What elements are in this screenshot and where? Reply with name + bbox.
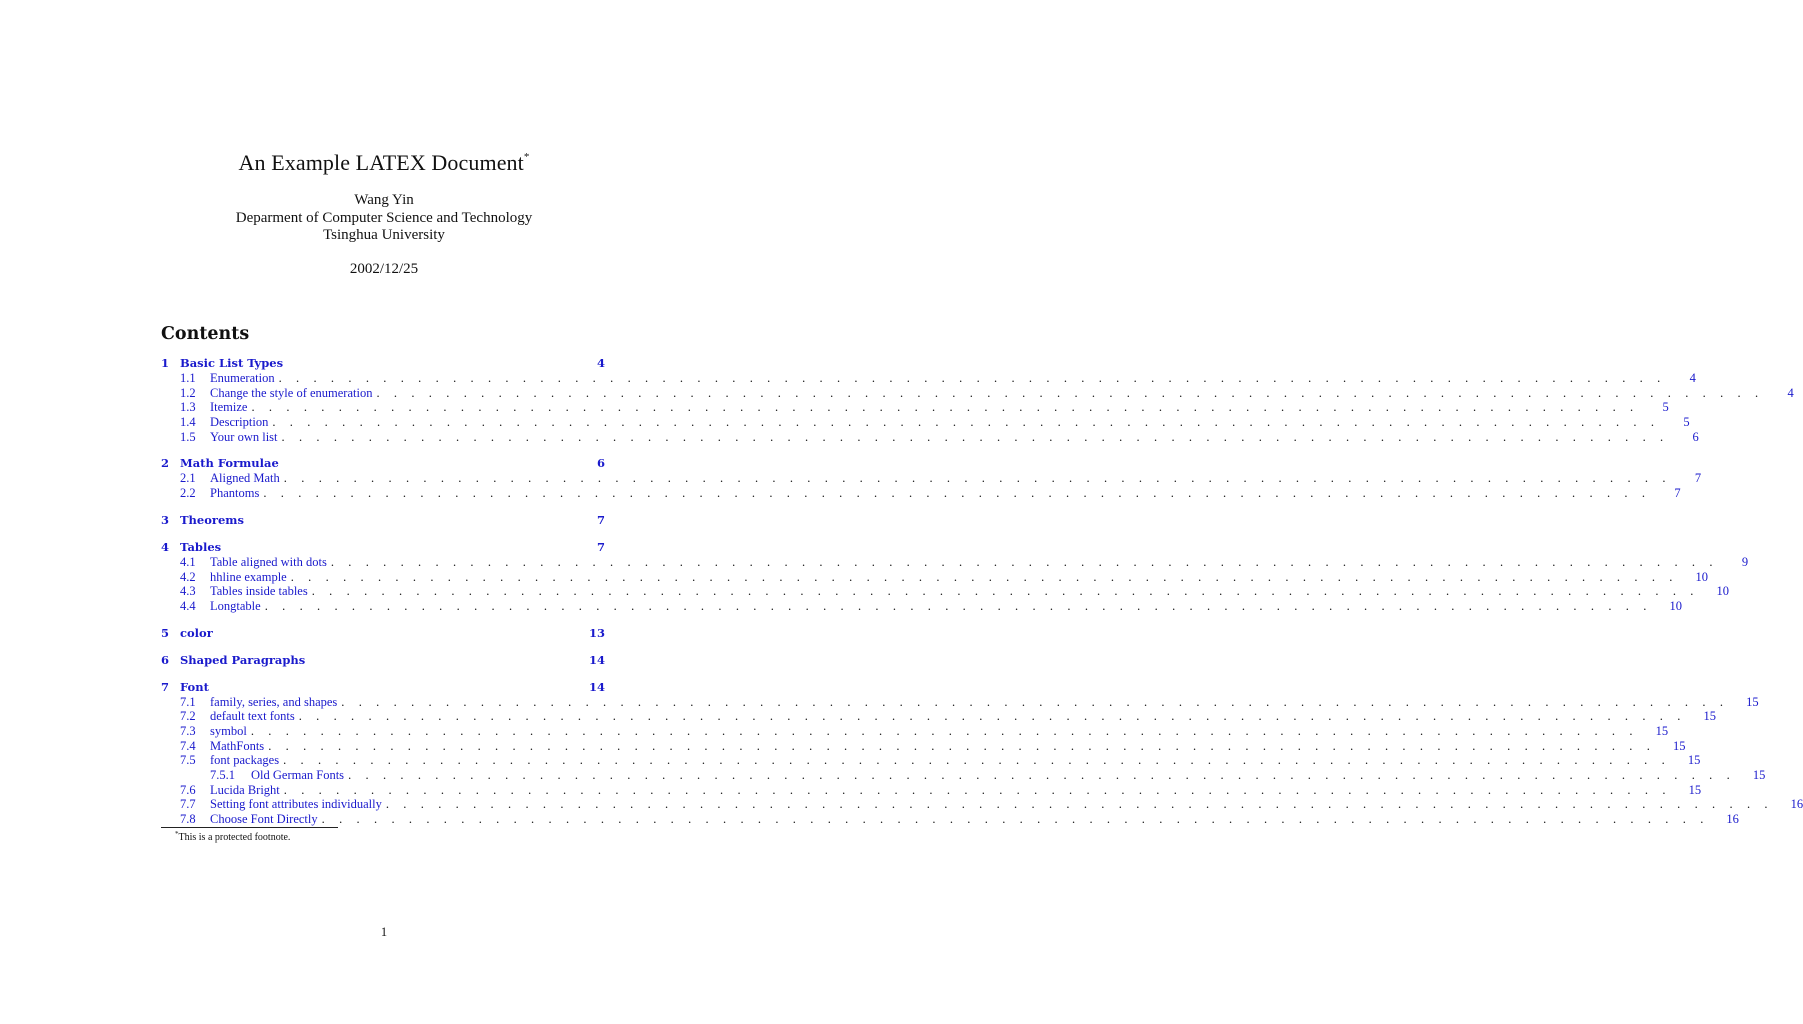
toc-subsection-link[interactable] <box>161 429 1699 445</box>
toc-subsection-link[interactable] <box>161 598 1682 614</box>
toc-entry-page: 15 <box>1746 694 1759 709</box>
toc-entry-title: Change the style of enumeration <box>210 385 373 400</box>
toc-entry-number: 1.2 <box>180 385 196 400</box>
toc-entry-title: Your own list <box>210 429 278 444</box>
toc-dot-leader: . . . . . . . . . . . . . . . . . . . . . . . . . . . . . . . . . . . . . . . . . . . . . . . . . . . . . . . . . . . . . . . . . . . . . . . . . . . . . . . . <box>251 400 1639 415</box>
toc-entry-page: 10 <box>1695 569 1708 584</box>
toc-entry-page: 7 <box>1694 471 1702 486</box>
toc-subsection-link[interactable] <box>161 554 1749 570</box>
toc-entry-title: Itemize <box>210 400 248 415</box>
toc-entry-page: 5 <box>1683 415 1690 430</box>
toc-entry-number: 7.4 <box>180 738 196 753</box>
footnote <box>175 830 290 843</box>
toc-dot-leader: . . . . . . . . . . . . . . . . . . . . . . . . . . . . . . . . . . . . . . . . . . . . . . . . . . . . . . . . . . . . . . . . . . . . . . . . . . . . . . . . <box>263 486 1651 501</box>
toc-entry-title: Description <box>210 415 269 430</box>
toc-entry-page: 16 <box>1726 812 1739 827</box>
toc-dot-leader: . . . . . . . . . . . . . . . . . . . . . . . . . . . . . . . . . . . . . . . . . . . . . . . . . . . . . . . . . . . . . . . . . . . . . . . . . . . . . . . . <box>264 598 1652 613</box>
toc-subsection-link[interactable] <box>161 371 1696 386</box>
toc-entry-number: 7.6 <box>180 782 196 797</box>
title-footnote-marker: * <box>523 151 530 163</box>
toc-section-group <box>161 356 1794 444</box>
toc-dot-leader: . . . . . . . . . . . . . . . . . . . . . . . . . . . . . . . . . . . . . . . . . . . . . . . . . . . . . . . . . . . . . . . . . . . . . . . . . . . . . . . . <box>283 753 1671 768</box>
toc-dot-leader: . . . . . . . . . . . . . . . . . . . . . . . . . . . . . . . . . . . . . . . . . . . . . . . . . . . . . . . . . . . . . . . . . . . . . . . . . . . . . . . . <box>348 768 1736 782</box>
toc-section-title: Shaped Paragraphs <box>180 652 306 667</box>
toc-section-group <box>161 679 1803 827</box>
toc-entry-number: 4.2 <box>180 569 196 584</box>
toc-entry-number: 2.2 <box>180 486 196 501</box>
toc-dot-leader: . . . . . . . . . . . . . . . . . . . . . . . . . . . . . . . . . . . . . . . . . . . . . . . . . . . . . . . . . . . . . . . . . . . . . . . . . . . . . . . . <box>385 797 1774 812</box>
toc-section-link[interactable] <box>161 540 605 555</box>
toc-dot-leader: . . . . . . . . . . . . . . . . . . . . . . . . . . . . . . . . . . . . . . . . . . . . . . . . . . . . . . . . . . . . . . . . . . . . . . . . . . . . . . . . <box>278 371 1666 385</box>
toc-dot-leader: . . . . . . . . . . . . . . . . . . . . . . . . . . . . . . . . . . . . . . . . . . . . . . . . . . . . . . . . . . . . . . . . . . . . . . . . . . . . . . . . <box>283 471 1672 486</box>
toc-section-link[interactable] <box>161 513 605 528</box>
toc-section-page: 14 <box>588 652 605 667</box>
toc-section-group <box>161 539 1749 614</box>
toc-entry-title: Lucida Bright <box>210 782 280 797</box>
toc-subsection-link[interactable] <box>161 400 1669 415</box>
toc-section-link[interactable] <box>161 456 605 471</box>
toc-entry-title: Old German Fonts <box>251 768 345 782</box>
toc-subsection-link[interactable] <box>161 812 1739 827</box>
toc-subsection-link[interactable] <box>161 486 1681 501</box>
toc-entry-title: Aligned Math <box>210 471 280 486</box>
toc-subsection-link[interactable] <box>161 471 1702 486</box>
toc-subsection-link[interactable] <box>161 694 1759 710</box>
toc-entry-page: 5 <box>1662 400 1669 415</box>
toc-section-link[interactable] <box>161 626 605 641</box>
toc-section-page: 13 <box>588 625 605 640</box>
toc-entry-title: Longtable <box>210 598 261 613</box>
toc-section-group <box>161 513 605 528</box>
document-title <box>0 150 768 176</box>
author-name: Wang Yin <box>354 192 414 208</box>
document-date: 2002/12/25 <box>349 260 419 277</box>
toc-entry-page: 15 <box>1672 738 1686 753</box>
toc-section-page: 7 <box>596 512 605 527</box>
toc-entry-number: 7.5.1 <box>210 768 235 782</box>
toc-section-page: 7 <box>596 539 605 554</box>
toc-entry-title: Choose Font Directly <box>210 812 318 827</box>
toc-subsection-link[interactable] <box>161 569 1708 585</box>
toc-subsection-link[interactable] <box>161 584 1729 599</box>
toc-section-title: Math Formulae <box>180 456 279 471</box>
toc-dot-leader: . . . . . . . . . . . . . . . . . . . . . . . . . . . . . . . . . . . . . . . . . . . . . . . . . . . . . . . . . . . . . . . . . . . . . . . . . . . . . . . . <box>272 415 1660 430</box>
footnote-rule <box>161 827 338 828</box>
toc-entry-page: 15 <box>1688 782 1702 797</box>
toc-dot-leader: . . . . . . . . . . . . . . . . . . . . . . . . . . . . . . . . . . . . . . . . . . . . . . . . . . . . . . . . . . . . . . . . . . . . . . . . . . . . . . . . <box>283 782 1672 797</box>
toc-entry-page: 4 <box>1689 371 1696 385</box>
toc-entry-title: Table aligned with dots <box>210 554 327 569</box>
toc-subsection-link[interactable] <box>161 709 1716 724</box>
toc-subsubsection-link[interactable] <box>161 768 1766 783</box>
toc-entry-page: 4 <box>1787 385 1794 400</box>
toc-entry-page: 10 <box>1716 584 1729 599</box>
toc-entry-title: Tables inside tables <box>210 584 308 599</box>
toc-entry-title: font packages <box>210 753 280 768</box>
toc-entry-number: 4.1 <box>180 554 196 569</box>
toc-entry-title: default text fonts <box>210 709 295 724</box>
toc-section-number: 6 <box>161 652 170 667</box>
toc-entry-page: 7 <box>1674 486 1681 501</box>
toc-section-number: 4 <box>161 539 170 554</box>
title-block <box>0 150 768 278</box>
footnote-text: This is a protected footnote. <box>178 832 291 843</box>
toc-entry-number: 1.4 <box>180 415 196 430</box>
toc-subsection-link[interactable] <box>161 723 1669 739</box>
toc-section-page: 14 <box>588 679 605 694</box>
toc-dot-leader: . . . . . . . . . . . . . . . . . . . . . . . . . . . . . . . . . . . . . . . . . . . . . . . . . . . . . . . . . . . . . . . . . . . . . . . . . . . . . . . . <box>321 812 1709 827</box>
toc-entry-page: 15 <box>1703 709 1716 724</box>
toc-section-page: 4 <box>596 356 605 370</box>
toc-section-group <box>161 653 605 668</box>
toc-entry-number: 1.3 <box>180 400 196 415</box>
document-title-text: An Example LATEX Document <box>238 150 524 175</box>
toc-dot-leader: . . . . . . . . . . . . . . . . . . . . . . . . . . . . . . . . . . . . . . . . . . . . . . . . . . . . . . . . . . . . . . . . . . . . . . . . . . . . . . . . <box>268 738 1656 753</box>
toc-section-number: 2 <box>161 456 170 471</box>
toc-entry-title: Enumeration <box>210 371 275 385</box>
toc-entry-title: MathFonts <box>210 738 265 753</box>
contents-heading: Contents <box>161 324 250 344</box>
toc-subsection-link[interactable] <box>161 738 1686 754</box>
toc-dot-leader: . . . . . . . . . . . . . . . . . . . . . . . . . . . . . . . . . . . . . . . . . . . . . . . . . . . . . . . . . . . . . . . . . . . . . . . . . . . . . . . . <box>290 569 1678 584</box>
toc-section-title: color <box>180 625 213 640</box>
toc-entry-number: 7.2 <box>180 709 196 724</box>
toc-entry-page: 15 <box>1655 723 1669 738</box>
toc-entry-number: 7.3 <box>180 723 196 738</box>
toc-entry-title: Setting font attributes individually <box>210 797 382 812</box>
page-number: 1 <box>380 925 388 939</box>
toc-dot-leader: . . . . . . . . . . . . . . . . . . . . . . . . . . . . . . . . . . . . . . . . . . . . . . . . . . . . . . . . . . . . . . . . . . . . . . . . . . . . . . . . <box>341 694 1729 709</box>
toc-entry-page: 15 <box>1752 768 1766 782</box>
toc-entry-number: 2.1 <box>180 471 196 486</box>
toc-section-number: 5 <box>161 625 170 640</box>
toc-entry-number: 1.5 <box>180 429 196 444</box>
toc-dot-leader: . . . . . . . . . . . . . . . . . . . . . . . . . . . . . . . . . . . . . . . . . . . . . . . . . . . . . . . . . . . . . . . . . . . . . . . . . . . . . . . . <box>281 429 1669 444</box>
toc-entry-number: 1.1 <box>180 371 196 385</box>
toc-entry-page: 9 <box>1741 554 1749 569</box>
toc-section-number: 3 <box>161 512 170 527</box>
toc-entry-number: 7.7 <box>180 797 196 812</box>
toc-entry-page: 16 <box>1790 797 1803 812</box>
toc-entry-title: hhline example <box>210 569 287 584</box>
affiliation-university: Tsinghua University <box>323 227 445 243</box>
toc-dot-leader: . . . . . . . . . . . . . . . . . . . . . . . . . . . . . . . . . . . . . . . . . . . . . . . . . . . . . . . . . . . . . . . . . . . . . . . . . . . . . . . . <box>376 385 1764 400</box>
footnote-marker: * <box>175 830 179 838</box>
toc-section-number: 7 <box>161 679 170 694</box>
toc-section-link[interactable] <box>161 680 605 695</box>
toc-section-page: 6 <box>596 456 605 471</box>
toc-entry-number: 4.3 <box>180 584 196 599</box>
toc-dot-leader: . . . . . . . . . . . . . . . . . . . . . . . . . . . . . . . . . . . . . . . . . . . . . . . . . . . . . . . . . . . . . . . . . . . . . . . . . . . . . . . . <box>311 584 1699 599</box>
toc-dot-leader: . . . . . . . . . . . . . . . . . . . . . . . . . . . . . . . . . . . . . . . . . . . . . . . . . . . . . . . . . . . . . . . . . . . . . . . . . . . . . . . . <box>250 723 1639 738</box>
toc-dot-leader: . . . . . . . . . . . . . . . . . . . . . . . . . . . . . . . . . . . . . . . . . . . . . . . . . . . . . . . . . . . . . . . . . . . . . . . . . . . . . . . . <box>298 709 1686 724</box>
toc-section-link[interactable] <box>161 653 605 668</box>
toc-section-group <box>161 626 605 641</box>
toc-entry-page: 10 <box>1669 598 1682 613</box>
toc-subsection-link[interactable] <box>161 415 1690 430</box>
toc-entry-number: 7.1 <box>180 694 196 709</box>
toc-dot-leader: . . . . . . . . . . . . . . . . . . . . . . . . . . . . . . . . . . . . . . . . . . . . . . . . . . . . . . . . . . . . . . . . . . . . . . . . . . . . . . . . <box>330 554 1719 569</box>
toc-section-link[interactable] <box>161 356 605 371</box>
author-block <box>0 192 768 245</box>
toc-entry-title: symbol <box>210 723 247 738</box>
toc-section-number: 1 <box>161 356 170 370</box>
toc-section-title: Theorems <box>180 512 244 527</box>
table-of-contents <box>161 356 1803 839</box>
toc-section-title: Basic List Types <box>180 356 284 370</box>
toc-entry-number: 7.5 <box>180 753 196 768</box>
toc-entry-page: 15 <box>1687 753 1701 768</box>
toc-subsection-link[interactable] <box>161 797 1803 812</box>
affiliation-department: Deparment of Computer Science and Technology <box>235 209 533 226</box>
toc-section-title: Tables <box>180 539 222 554</box>
toc-subsection-link[interactable] <box>161 782 1702 798</box>
toc-subsection-link[interactable] <box>161 385 1794 401</box>
toc-section-title: Font <box>180 679 209 694</box>
toc-entry-page: 6 <box>1692 429 1699 444</box>
toc-entry-number: 4.4 <box>180 598 196 613</box>
toc-subsection-link[interactable] <box>161 753 1701 768</box>
toc-section-group <box>161 456 1702 501</box>
toc-entry-number: 7.8 <box>180 812 196 827</box>
toc-entry-title: Phantoms <box>210 486 260 501</box>
toc-entry-title: family, series, and shapes <box>210 694 338 709</box>
